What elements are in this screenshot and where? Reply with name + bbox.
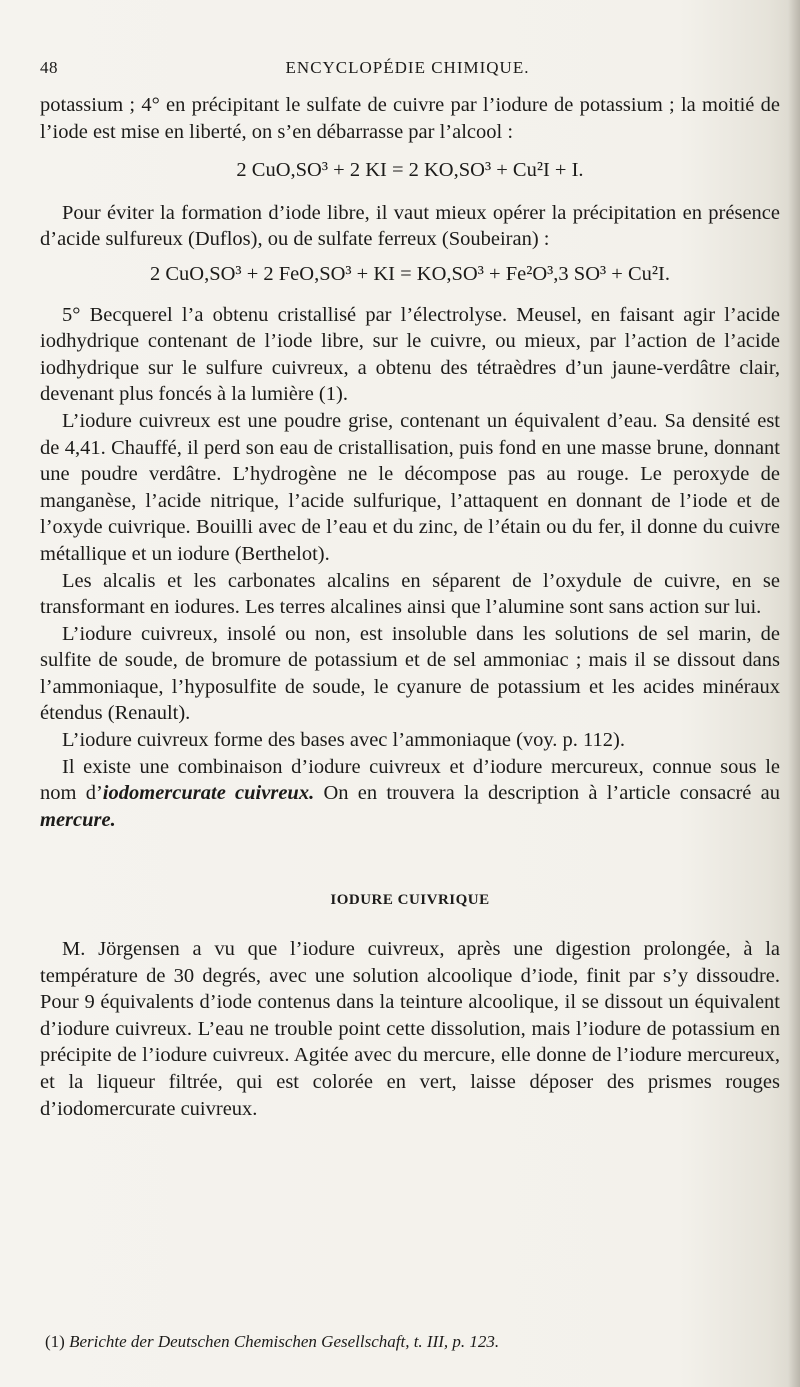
paragraph: potassium ; 4° en précipitant le sulfate de cuivre par l’iodure de potassium ; la moitié de l’iode est mise en liberté, on s’en débarrasse par l’alcool : <box>40 94 780 143</box>
emphasis: iodomercurate cuivreux. <box>102 782 315 805</box>
equation: 2 CuO,SO³ + 2 KI = 2 KO,SO³ + Cu²I + I. <box>236 159 584 182</box>
paragraph: Pour éviter la formation d’iode libre, il vaut mieux opérer la précipitation en présence d’acide sulfureux (Duflos), ou de sulfate ferreux (Soubeiran) : <box>40 201 780 251</box>
paragraph: L’iodure cuivreux forme des bases avec l’ammoniaque (voy. p. 112). <box>62 729 625 752</box>
footnote-marker: (1) <box>45 1332 65 1351</box>
paragraph <box>40 754 780 834</box>
running-header <box>40 58 775 82</box>
paragraph: L’iodure cuivreux, insolé ou non, est insoluble dans les solutions de sel marin, de sulfite de soude, de bromure de potassium et de sel ammoniac ; mais il se dissout dans l’ammoniaque, l’hyposulfite de soude, le cyanure de potassium et les acides minéraux étendus (Renault). <box>40 622 780 725</box>
footnote <box>45 1332 780 1352</box>
emphasis: mercure. <box>40 808 116 831</box>
section-heading: IODURE CUIVRIQUE <box>330 892 490 909</box>
running-title: ENCYCLOPÉDIE CHIMIQUE. <box>285 58 530 77</box>
paragraph-text: Il existe une combinaison d’iodure cuivreux et d’iodure mercureux, connue sous le nom d’ <box>40 755 780 805</box>
page-edge-shadow <box>788 0 800 1387</box>
footnote-text: Berichte der Deutschen Chemischen Gesellschaft, t. III, p. 123. <box>69 1332 500 1351</box>
paragraph: M. Jörgensen a vu que l’iodure cuivreux, après une digestion prolongée, à la température de 30 degrés, avec une solution alcoolique d’iode, finit par s’y dissoudre. Pour 9 équivalents d’iode contenus dans la teinture alcoolique, il se dissout un équivalent d’iodure cuivreux. L’eau ne trouble point cette dissolution, mais l’iodure de potassium en précipite de l’iodure cuivreux. Agitée avec du mercure, elle donne de l’iodure mercureux, et la liqueur filtrée, qui est colorée en vert, laisse déposer des prismes rouges d’iodomercurate cuivreux. <box>40 938 780 1120</box>
page-number: 48 <box>40 58 58 77</box>
paragraph: 5° Becquerel l’a obtenu cristallisé par l’électrolyse. Meusel, en faisant agir l’acide iodhydrique contenant de l’iode libre, sur le cuivre, ou mieux, par l’action de l’acide iodhydrique sur le sulfure cuivreux, a obtenu des tétraèdres d’un jaune-verdâtre clair, devenant plus foncés à la lumière (1). <box>40 303 780 406</box>
paragraph: L’iodure cuivreux est une poudre grise, contenant un équivalent d’eau. Sa densité est de 4,41. Chauffé, il perd son eau de cristallisation, puis fond en une masse brune, donnant une poudre verdâtre. L’hydrogène ne le décompose pas au rouge. Le peroxyde de manganèse, l’acide nitrique, l’acide sulfurique, l’attaquent en donnant de l’iode et de l’oxyde cuivrique. Bouilli avec de l’eau et du zinc, de l’étain ou du fer, il donne du cuivre métallique et un iodure (Berthelot). <box>40 409 780 565</box>
paragraph: Les alcalis et les carbonates alcalins en séparent de l’oxydule de cuivre, en se transformant en iodures. Les terres alcalines ainsi que l’alumine sont sans action sur lui. <box>40 569 780 619</box>
page-body <box>40 92 780 1122</box>
paragraph-text: On en trouvera la description à l’article consacré au <box>314 782 781 805</box>
equation: 2 CuO,SO³ + 2 FeO,SO³ + KI = KO,SO³ + Fe²O³,3 SO³ + Cu²I. <box>150 262 670 285</box>
